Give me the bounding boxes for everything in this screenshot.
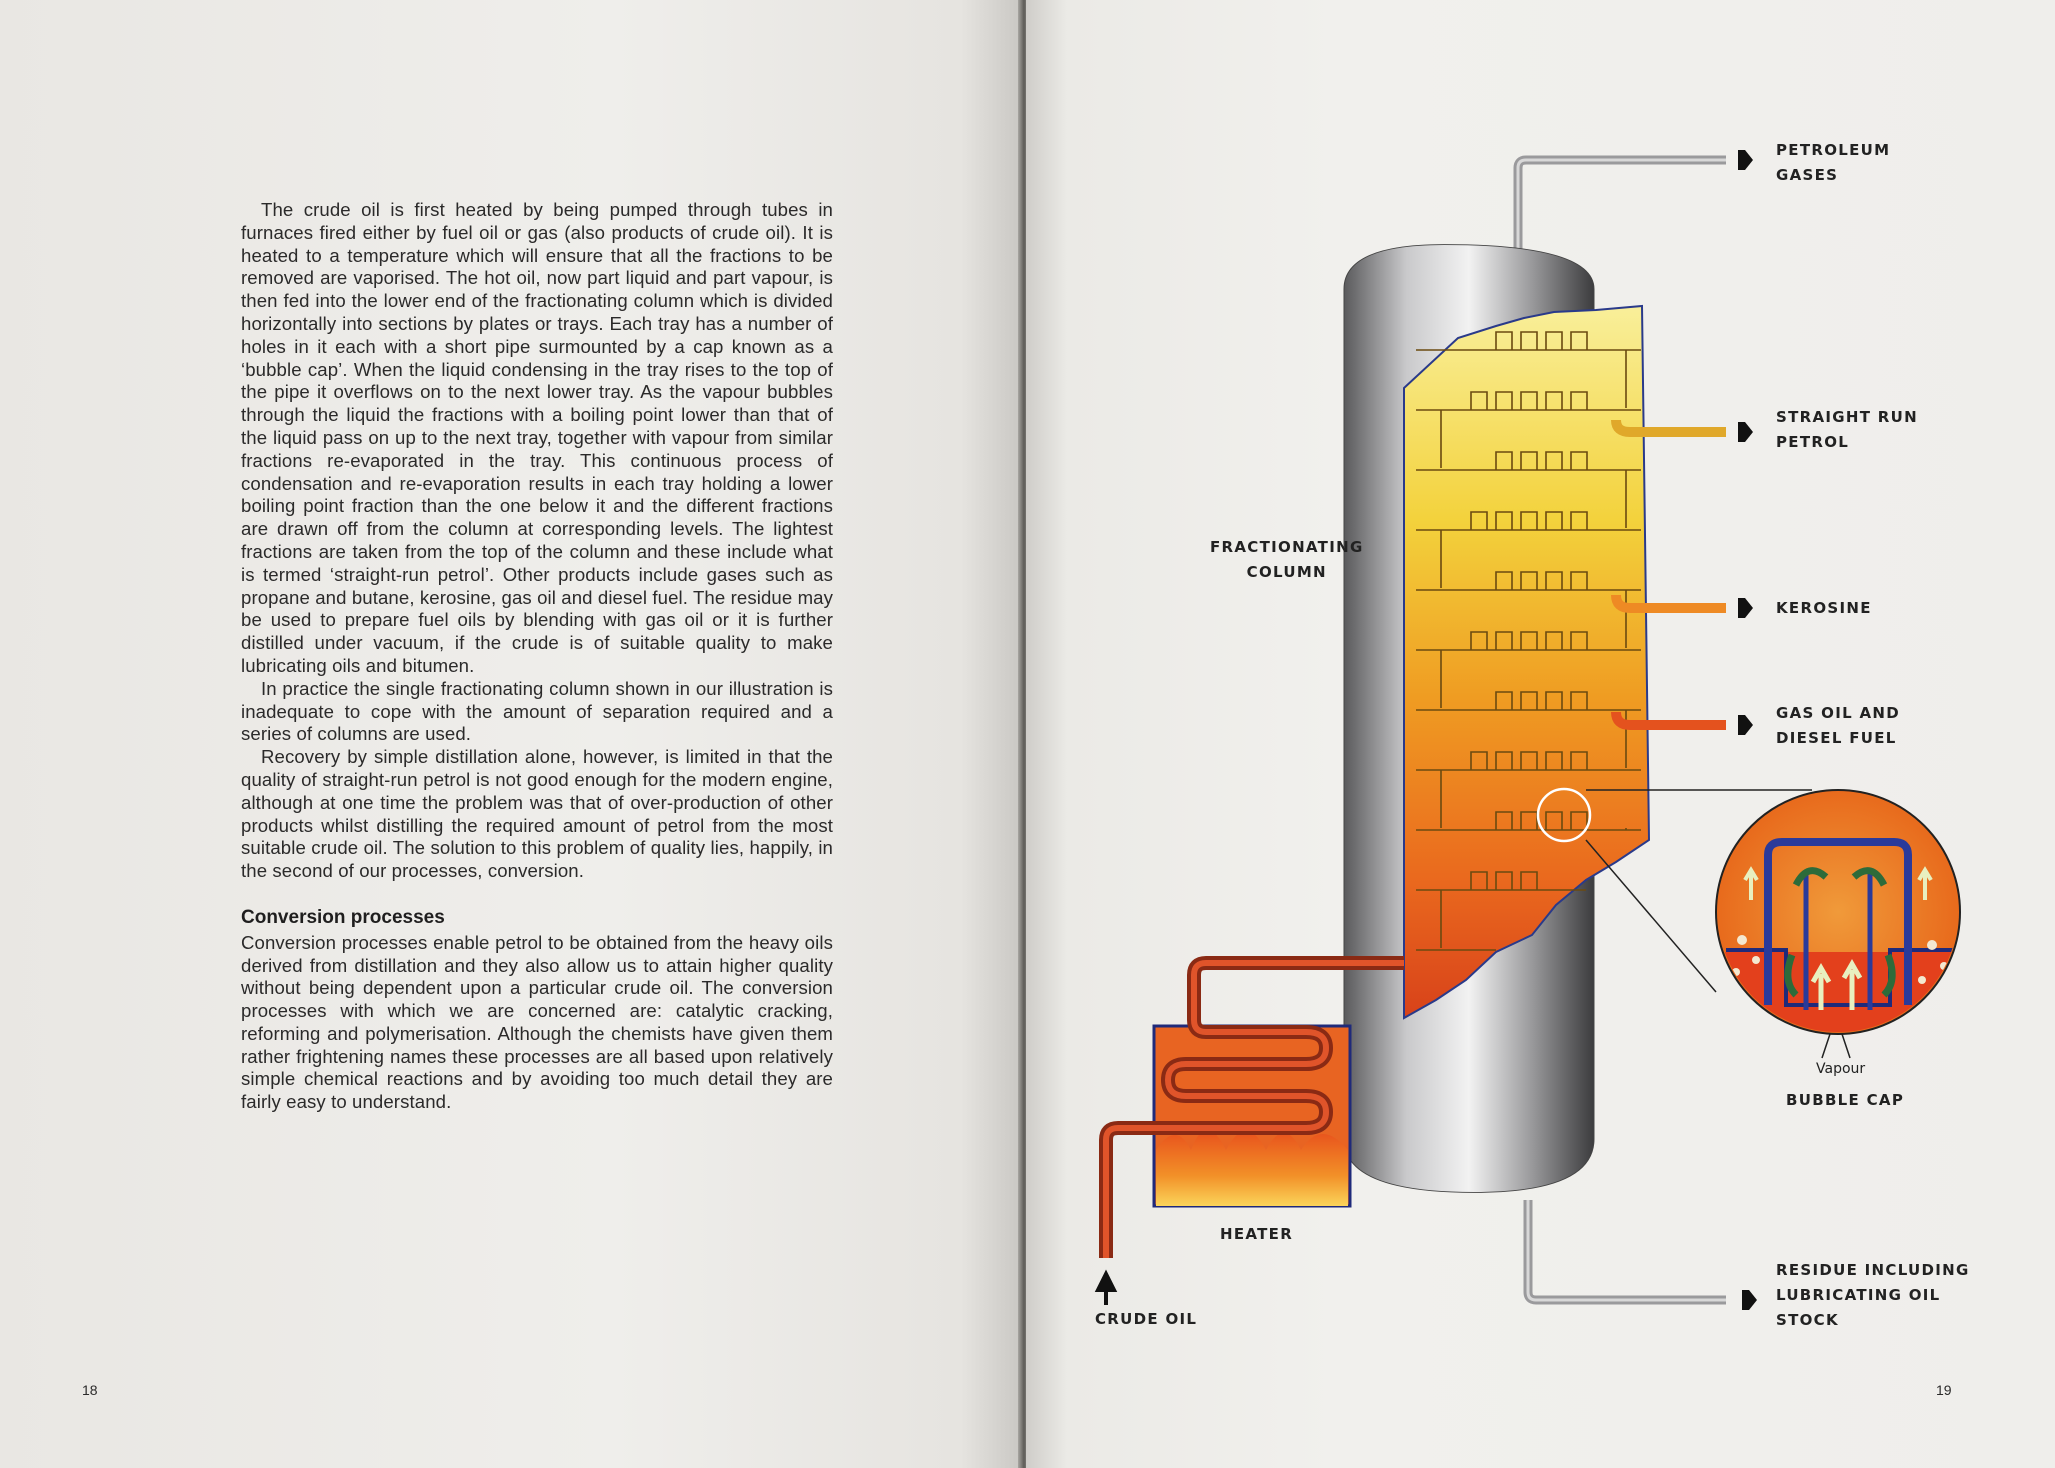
label-straight-run-petrol: STRAIGHT RUN PETROL bbox=[1776, 408, 1918, 451]
label-gas-oil-diesel: GAS OIL AND DIESEL FUEL bbox=[1776, 704, 1900, 747]
label-heater: HEATER bbox=[1220, 1225, 1294, 1243]
crude-oil-arrow bbox=[1098, 1274, 1114, 1305]
right-page bbox=[1026, 0, 2055, 1468]
page-number-right: 19 bbox=[1936, 1382, 1952, 1398]
paragraph-distillation: The crude oil is first heated by being pumped through tubes in furnaces fired either by fuel oil or gas (also products of crude oil). It is heated to a temperature which will ensure that all the fractions to be removed are vaporised. The hot oil, now part liquid and part vapour, is then fed into the lower end of the fractionating column which is divided horizontally into sections by plates or trays. Each tray has a number of holes in it each with a short pipe surmounted by a cap known as a ‘bubble cap’. When the liquid condensing in the tray rises to the top of the pipe it overflows on to the next lower tray. As the vapour bubbles through the liquid the fractions with a boiling point lower than that of the liquid pass on up to the next tray, together with vapour from similar fractions re-evaporated in the tray. This continuous process of condensation and re-evaporation results in each tray holding a lower boiling point fraction than the one below it and the different fractions are drawn off from the column at corresponding levels. The lightest fractions are taken from the top of the column and these include what is termed ‘straight-run petrol’. Other products include gases such as propane and butane, kerosine, gas oil and diesel fuel. The residue may be used to prepare fuel oils by blending with gas oil or it is further distilled under vacuum, if the crude is of suitable quality to make lubricating oils and bitumen. bbox=[241, 199, 833, 676]
fractionating-column-diagram bbox=[1026, 0, 2055, 1468]
outlet-arrows bbox=[1738, 150, 1757, 1310]
label-crude-oil: CRUDE OIL bbox=[1095, 1310, 1198, 1328]
paragraph-conversion: Conversion processes enable petrol to be obtained from the heavy oils derived from distillation and they also allow us to attain higher quality without being dependent upon a particular crude oil. The conversion processes with which we are concerned are: catalytic cracking, reforming and polymerisation. Although the chemists have given them rather frightening names these processes are all based upon relatively simple chemical reactions and by avoiding too much detail they are fairly easy to understand. bbox=[241, 931, 833, 1113]
paragraph-recovery: Recovery by simple distillation alone, however, is limited in that the quality of straight-run petrol is not good enough for the modern engine, although at one time the problem was that of over-production of other products whilst distilling the required amount of petrol from the most suitable crude oil. The solution to this problem of quality lies, happily, in the second of our processes, conversion. bbox=[241, 746, 833, 882]
label-bubble-cap: BUBBLE CAP bbox=[1786, 1091, 1905, 1109]
bubble-cap-detail bbox=[1716, 790, 1966, 1058]
label-residue: RESIDUE INCLUDING LUBRICATING OIL STOCK bbox=[1776, 1261, 1970, 1329]
body-text bbox=[241, 199, 833, 1114]
label-vapour: Vapour bbox=[1816, 1061, 1866, 1077]
section-heading: Conversion processes bbox=[241, 906, 445, 928]
page-number-left: 18 bbox=[82, 1382, 98, 1398]
heater-flames bbox=[1156, 1130, 1348, 1206]
label-petroleum-gases: PETROLEUM GASES bbox=[1776, 141, 1891, 184]
label-kerosine: KEROSINE bbox=[1776, 599, 1872, 617]
pipe-bottom bbox=[1528, 1200, 1726, 1300]
paragraph-practice: In practice the single fractionating column shown in our illustration is inadequate to cope with the amount of separation required and a series of columns are used. bbox=[241, 677, 833, 745]
left-page bbox=[0, 0, 1022, 1468]
label-fractionating-column: FRACTIONATING COLUMN bbox=[1210, 538, 1364, 581]
